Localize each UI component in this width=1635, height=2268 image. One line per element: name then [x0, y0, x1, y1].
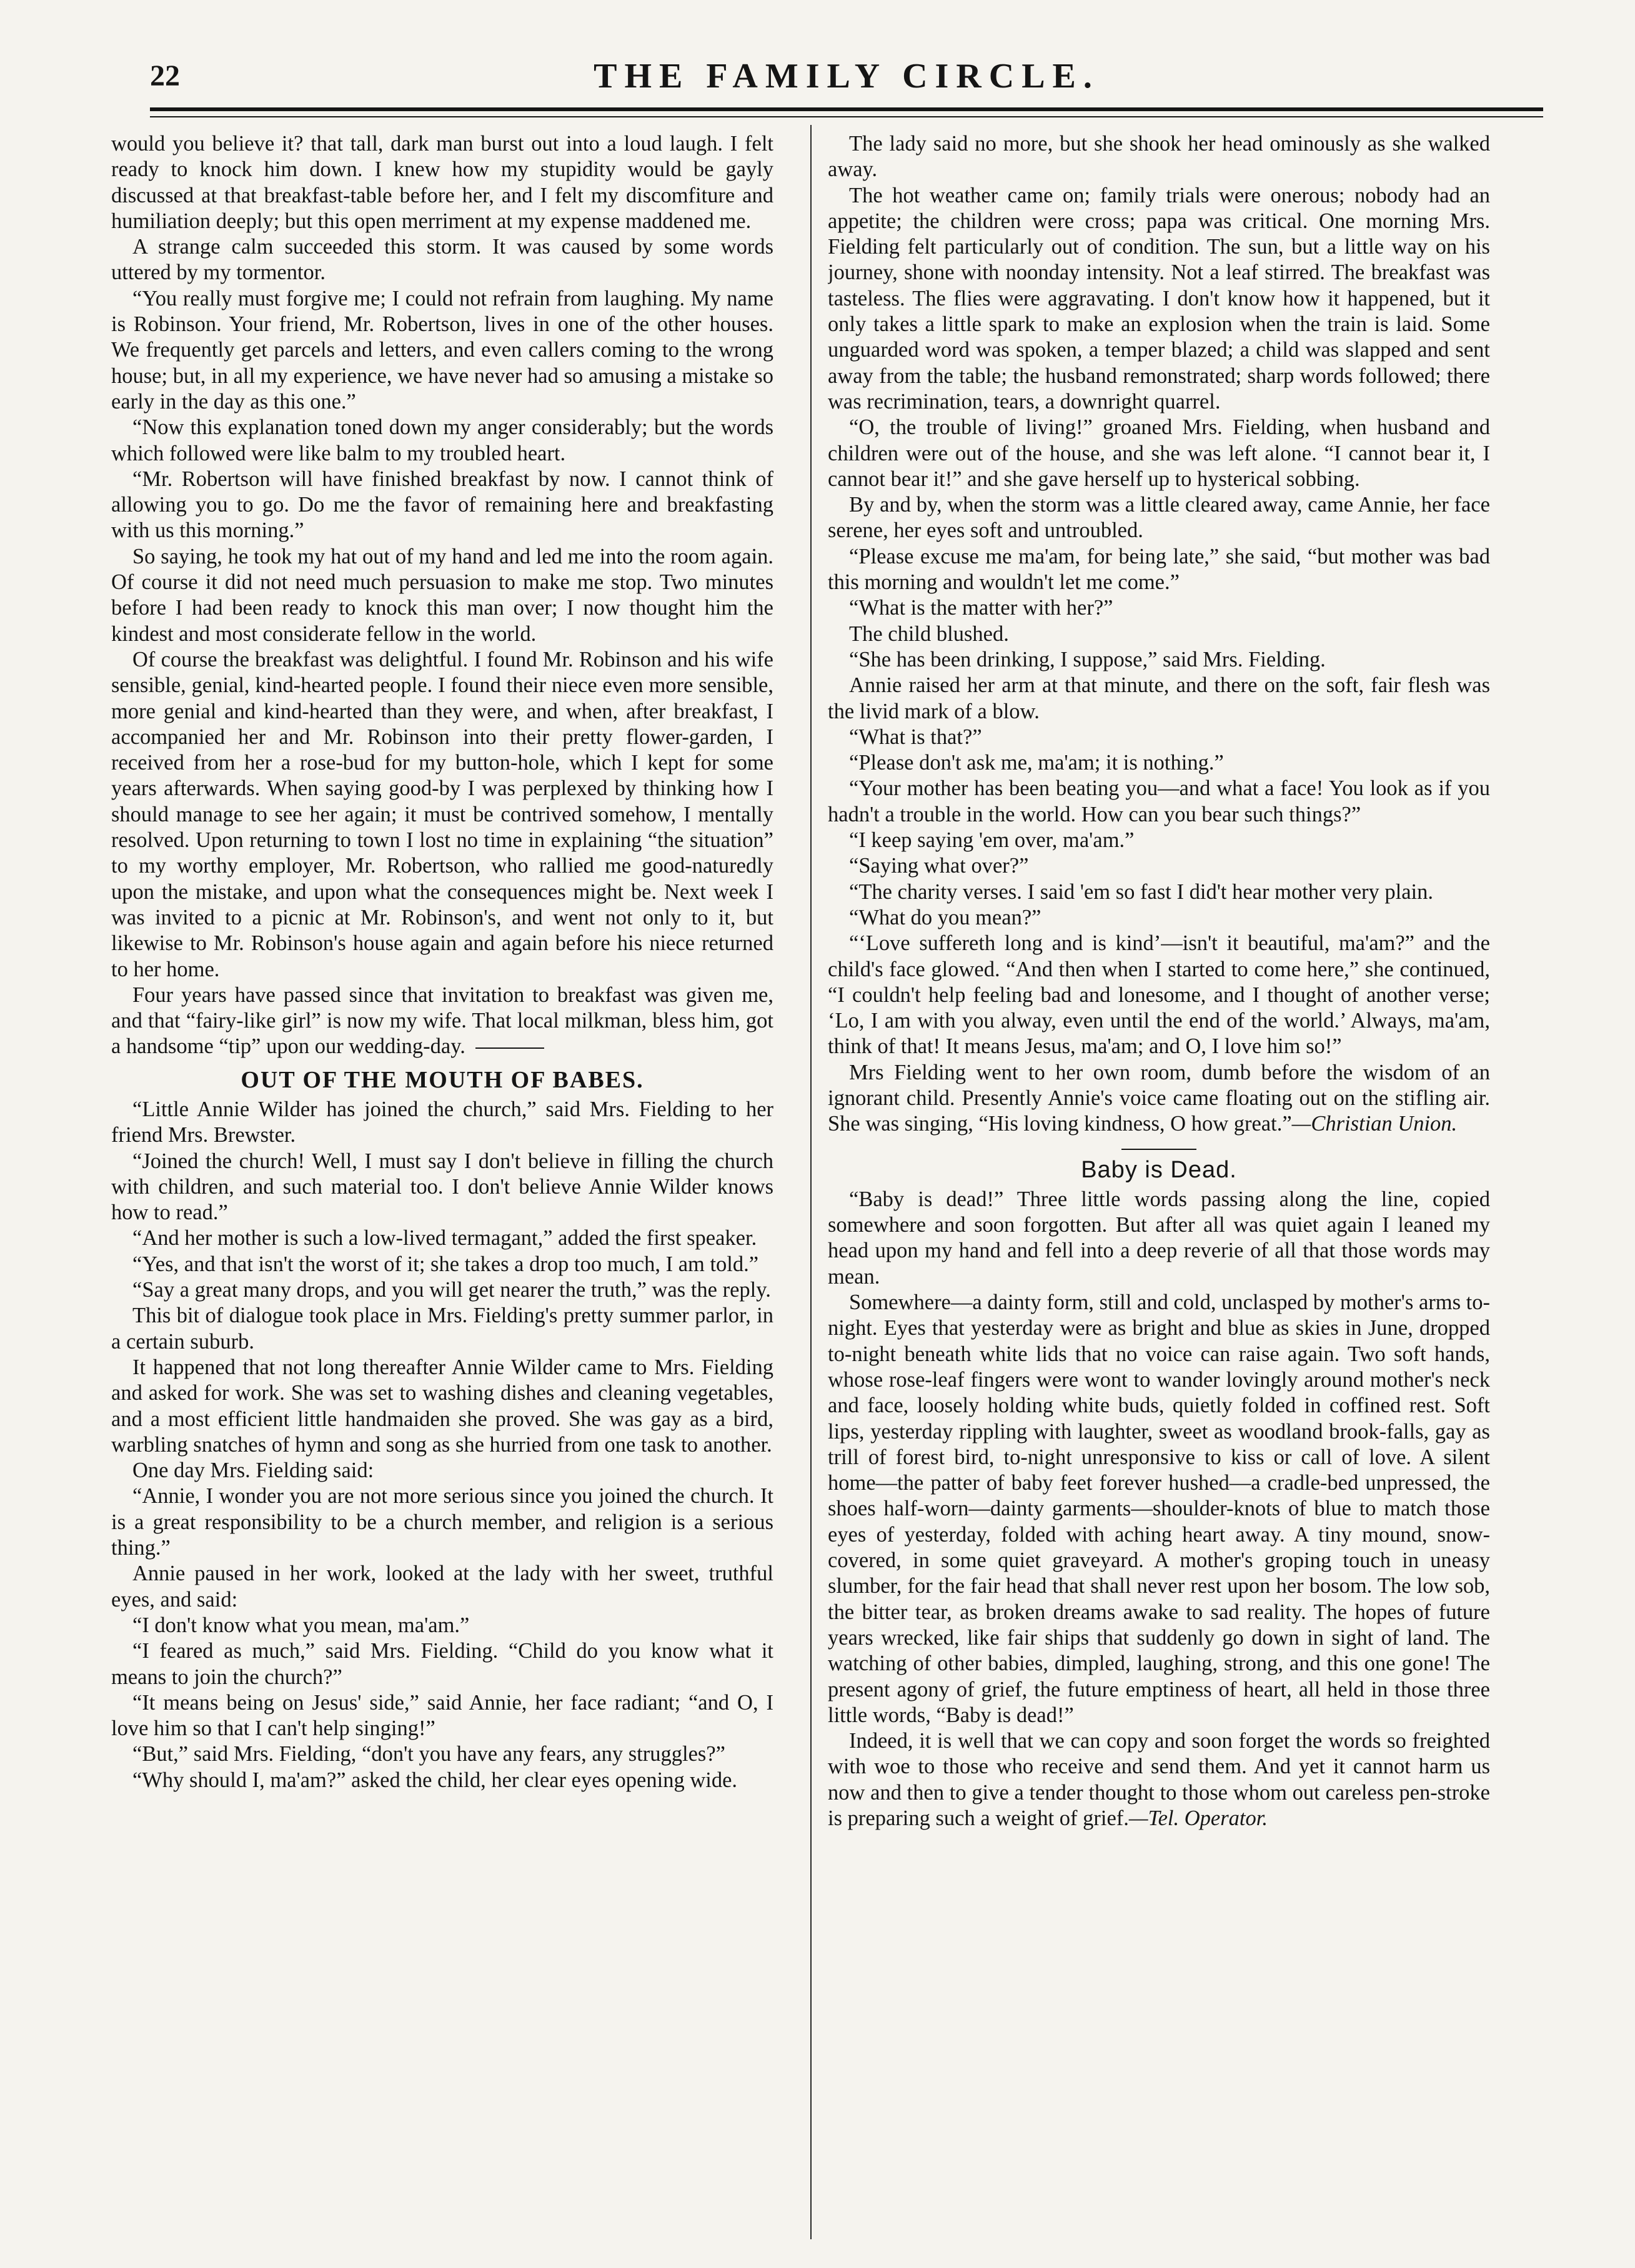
paragraph: “Say a great many drops, and you will get nearer the truth,” was the reply.: [132, 1278, 771, 1302]
paragraph: “What do you mean?”: [849, 905, 1041, 929]
paragraph: “You really must forgive me; I could not refrain from laughing. My name is Robinson. Your friend, Mr. Robertson, lives in one of the other houses. We frequently get parcels and letters, and even callers coming to the wrong house; but, in all my experience, we have never had so amusing a mistake so early in the day as this one.”: [111, 286, 773, 413]
paragraph: One day Mrs. Fielding said:: [132, 1458, 374, 1483]
paragraph: “It means being on Jesus' side,” said Annie, her face radiant; “and O, I love him so that I can't help singing!”: [111, 1690, 773, 1741]
paragraph: “Joined the church! Well, I must say I don't believe in filling the church with children, and such material too. I don't believe Annie Wilder knows how to read.”: [111, 1149, 773, 1225]
paragraph: It happened that not long thereafter Annie Wilder came to Mrs. Fielding and asked for work. She was set to washing dishes and cleaning vegetables, and a most efficient little handmaiden she proved. She was gay as a bird, warbling snatches of hymn and song as she hurried from one task to another.: [111, 1355, 773, 1457]
attribution: —Tel. Operator.: [1128, 1806, 1268, 1830]
paragraph-text: Mrs Fielding went to her own room, dumb before the wisdom of an ignorant child. Presently Annie's voice came floating out on the stifling air. She was singing, “His loving kindness, O how great.”: [828, 1060, 1490, 1136]
page-number: 22: [150, 59, 180, 92]
header-rule-thin: [150, 116, 1543, 117]
paragraph: The hot weather came on; family trials were onerous; nobody had an appetite; the children were cross; papa was critical. One morning Mrs. Fielding felt particularly out of condition. The sun, but a little way on his journey, shone with noonday intensity. Not a leaf stirred. The breakfast was tasteless. The flies were aggravating. I don't know how it happened, but it only takes a little spark to make an explosion when the train is laid. Some unguarded word was spoken, a temper blazed; a child was slapped and sent away from the table; the husband remonstrated; sharp words followed; there was recrimination, tears, a downright quarrel.: [828, 183, 1490, 413]
paragraph: “And her mother is such a low-lived termagant,” added the first speaker.: [132, 1226, 757, 1250]
paragraph: “Now this explanation toned down my anger considerably; but the words which followed were like balm to my troubled heart.: [111, 415, 773, 465]
paragraph: This bit of dialogue took place in Mrs. Fielding's pretty summer parlor, in a certain suburb.: [111, 1304, 773, 1354]
paragraph: “I feared as much,” said Mrs. Fielding. “Child do you know what it means to join the church?”: [111, 1639, 773, 1689]
paragraph: “Yes, and that isn't the worst of it; she takes a drop too much, I am told.”: [132, 1252, 759, 1276]
paragraph: The lady said no more, but she shook her head ominously as she walked away.: [828, 132, 1490, 182]
paragraph: Of course the breakfast was delightful. I found Mr. Robinson and his wife sensible, genial, kind-hearted people. I found their niece even more sensible, more genial and kind-hearted than they were, and when, after breakfast, I accompanied her and Mr. Robinson into their pretty flower-garden, I received from her a rose-bud for my button-hole, which I kept for some years afterwards. When saying good-by I was perplexed by thinking how I should manage to see her again; it must be contrived somehow, I mentally resolved. Upon returning to town I lost no time in explaining “the situation” to my worthy employer, Mr. Robertson, who rallied me good-naturedly upon the mistake, and upon what the consequences might be. Next week I was invited to a picnic at Mr. Robinson's, and went not only to it, but likewise to Mr. Robinson's house again and again before his niece returned to her home.: [111, 647, 773, 981]
section-heading-out-of-the-mouth-of-babes: OUT OF THE MOUTH OF BABES.: [241, 1066, 644, 1093]
column-divider: [810, 125, 812, 2239]
right-column: [828, 131, 1490, 2236]
section-heading-baby-is-dead: Baby is Dead.: [1081, 1156, 1237, 1183]
paragraph: [828, 1060, 1490, 1137]
paragraph: Somewhere—a dainty form, still and cold, unclasped by mother's arms to-night. Eyes that yesterday were as bright and blue as skies in June, dropped to-night beneath white lids that no voice can raise again. Two soft hands, whose rose-leaf fingers were wont to wander lovingly around mother's neck and face, loosely holding white buds, quietly folded in coffined rest. Soft lips, yesterday rippling with laughter, sweet as woodland brook-falls, gay as trill of forest bird, to-night unresponsive to kiss or call of love. A silent home—the patter of baby feet forever hushed—a cradle-bed unpressed, the shoes half-worn—dainty garments—shoulder-knots of blue to match those eyes of yesterday, folded with aching heart away. A tiny mound, snow-covered, in some quiet graveyard. A mother's groping touch in uneasy slumber, for the fair head that shall never rest upon her bosom. The low sob, the bitter tear, as broken dreams awake to sad reality. The hopes of future years wrecked, like fair ships that suddenly go down in sight of land. The watching of other babies, dimpled, laughing, strong, and this one gone! The present agony of grief, the future emptiness of heart, all held in those three little words, “Baby is dead!”: [828, 1290, 1490, 1727]
paragraph: “O, the trouble of living!” groaned Mrs. Fielding, when husband and children were out of the house, and she was left alone. “I cannot bear it, I cannot bear it!” and she gave herself up to hysterical sobbing.: [828, 415, 1490, 491]
paragraph: “Little Annie Wilder has joined the church,” said Mrs. Fielding to her friend Mrs. Brewster.: [111, 1097, 773, 1147]
paragraph: “Your mother has been beating you—and what a face! You look as if you hadn't a trouble in the world. How can you bear such things?”: [828, 776, 1490, 826]
paragraph: “But,” said Mrs. Fielding, “don't you have any fears, any struggles?”: [132, 1742, 725, 1766]
paragraph: So saying, he took my hat out of my hand and led me into the room again. Of course it did not need much persuasion to make me stop. Two minutes before I had been ready to knock this man over; I now thought him the kindest and most considerate fellow in the world.: [111, 544, 773, 646]
paragraph: “Why should I, ma'am?” asked the child, her clear eyes opening wide.: [132, 1768, 738, 1792]
paragraph: “The charity verses. I said 'em so fast I did't hear mother very plain.: [849, 879, 1433, 904]
header-rule-thick: [150, 107, 1543, 111]
paragraph-text: Indeed, it is well that we can copy and soon forget the words so freighted with woe to those who receive and send them. And yet it cannot harm us now and then to give a tender thought to those whom out careless pen-stroke is preparing such a weight of grief.: [828, 1729, 1490, 1830]
paragraph: [828, 1728, 1490, 1831]
paragraph: The child blushed.: [849, 621, 1009, 646]
paragraph: [111, 983, 773, 1060]
running-title: THE FAMILY CIRCLE.: [594, 57, 1100, 96]
paragraph: “She has been drinking, I suppose,” said Mrs. Fielding.: [849, 647, 1326, 671]
attribution: —Christian Union.: [1291, 1112, 1458, 1136]
paragraph: “I keep saying 'em over, ma'am.”: [849, 828, 1135, 853]
paragraph: “I don't know what you mean, ma'am.”: [132, 1613, 470, 1637]
paragraph: “Baby is dead!” Three little words passing along the line, copied somewhere and soon forgotten. But after all was quiet again I leaned my head upon my hand and fell into a deep reverie of all that those words may mean.: [828, 1187, 1490, 1289]
paragraph: would you believe it? that tall, dark man burst out into a loud laugh. I felt ready to knock him down. I knew how my stupidity would be gayly discussed at that breakfast-table before her, and I felt my discomfiture and humiliation deeply; but this open merriment at my expense maddened me.: [111, 132, 773, 233]
story-end-rule: [475, 1047, 544, 1049]
paragraph: “What is that?”: [849, 725, 982, 749]
section-separator-rule: [1121, 1149, 1196, 1150]
paragraph: “What is the matter with her?”: [849, 596, 1113, 620]
paragraph-text: Four years have passed since that invitation to breakfast was given me, and that “fairy-like girl” is now my wife. That local milkman, bless him, got a handsome “tip” upon our wedding-day.: [111, 983, 773, 1059]
page-header: [150, 55, 1543, 105]
left-column: [111, 131, 773, 2236]
paragraph: “‘Love suffereth long and is kind’—isn't it beautiful, ma'am?” and the child's face glowed. “And then when I started to come here,” she continued, “I couldn't help feeling bad and lonesome, and I thought of another verse; ‘Lo, I am with you alway, even until the end of the world.’ Always, ma'am, think of that! It means Jesus, ma'am; and O, I love him so!”: [828, 931, 1490, 1059]
paragraph: A strange calm succeeded this storm. It was caused by some words uttered by my tormentor.: [111, 235, 773, 285]
paragraph: Annie raised her arm at that minute, and there on the soft, fair flesh was the livid mark of a blow.: [828, 673, 1490, 723]
paragraph: “Please excuse me ma'am, for being late,” she said, “but mother was bad this morning and wouldn't let me come.”: [828, 544, 1490, 595]
paragraph: “Please don't ask me, ma'am; it is nothing.”: [849, 751, 1224, 775]
paragraph: By and by, when the storm was a little cleared away, came Annie, her face serene, her eyes soft and untroubled.: [828, 493, 1490, 543]
paragraph: “Annie, I wonder you are not more serious since you joined the church. It is a great responsibility to be a church member, and religion is a serious thing.”: [111, 1484, 773, 1560]
paragraph: “Mr. Robertson will have finished breakfast by now. I cannot think of allowing you to go. Do me the favor of remaining here and breakfasting with us this morning.”: [111, 467, 773, 543]
paragraph: Annie paused in her work, looked at the lady with her sweet, truthful eyes, and said:: [111, 1562, 773, 1612]
paragraph: “Saying what over?”: [849, 854, 1029, 878]
